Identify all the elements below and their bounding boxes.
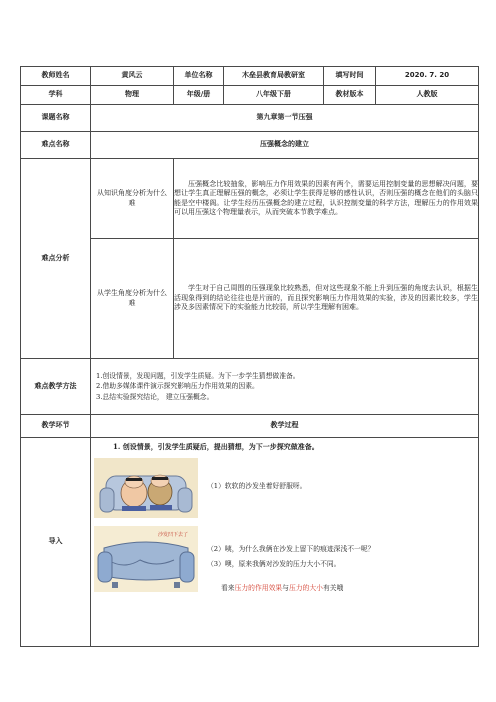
sofa-caption-text: 沙发凹下去了 <box>158 532 189 538</box>
method-item: 3.总结实验探究结论， 建立压强概念。 <box>96 392 214 401</box>
sofa-dent-image <box>94 526 198 592</box>
edition-value: 人教版 <box>376 86 479 105</box>
header-row-1 <box>21 67 479 86</box>
intro-line-3: （3）噢，原来我俩对沙发的压力大小不同。 <box>207 560 341 568</box>
method-item: 2.借助多媒体课件演示探究影响压力作用效果的因素。 <box>96 382 259 391</box>
conclusion-highlight-1: 压力的作用效果 <box>234 584 283 592</box>
student-angle-text: 学生对于自己周围的压强现象比较熟悉，但对这些现象不能上升到压强的角度去认识，根据生活现象得到的结论往往也是片面的，而且探究影响压力作用效果的实验，涉及的因素比较多，学生涉及多因素情况下的实验能力比较弱，所以学生理解有困难。 <box>174 239 479 359</box>
grade-label: 年级/册 <box>174 86 224 105</box>
conclusion-mid: 与 <box>282 584 289 592</box>
student-angle-label: 从学生角度分析为什么难 <box>91 239 174 359</box>
course-row <box>21 105 479 132</box>
conclusion-prefix: 看来 <box>221 584 235 592</box>
step-label: 教学环节 <box>21 415 91 438</box>
methods-list <box>91 359 479 415</box>
course-name-label: 课题名称 <box>21 105 91 132</box>
intro-label: 导入 <box>21 438 91 647</box>
intro-title: 1. 创设情景，引发学生质疑后，提出猜想，为下一步探究做准备。 <box>113 442 319 451</box>
header-row-2 <box>21 86 479 105</box>
unit-label: 单位名称 <box>174 67 224 86</box>
date-label: 填写时间 <box>324 67 376 86</box>
knowledge-row <box>21 159 479 239</box>
methods-label: 难点教学方法 <box>21 359 91 415</box>
difficulty-name-label: 难点名称 <box>21 132 91 159</box>
sofa-cartoon-image <box>94 458 198 518</box>
sofa-illustration-2 <box>94 526 198 592</box>
analysis-label: 难点分析 <box>21 159 91 359</box>
intro-content <box>91 438 479 647</box>
intro-row <box>21 438 479 647</box>
knowledge-angle-text: 压强概念比较抽象，影响压力作用效果的因素有两个，需要运用控制变量的思想解决问题，要想让学生真正理解压强的概念，必须让学生获得足够的感性认识，否则压强的概念在他们的头脑只能是空中楼阁。让学生经历压强概念的建立过程，认识控制变量的科学方法，理解压力的作用效果可以用压强这个物理量表示，从而突破本节教学难点。 <box>174 159 479 239</box>
sofa-illustration-1 <box>94 458 198 518</box>
method-item: 1.创设情景，发现问题，引发学生质疑。为下一步学生猜想做准备。 <box>96 372 300 381</box>
intro-line-1: （1）软软的沙发坐着好舒服呀。 <box>207 482 307 490</box>
grade-value: 八年级下册 <box>224 86 324 105</box>
conclusion-highlight-2: 压力的大小 <box>288 584 323 592</box>
process-header-row <box>21 415 479 438</box>
subject-value: 物理 <box>91 86 174 105</box>
difficulty-name-row <box>21 132 479 159</box>
teacher-label: 教师姓名 <box>21 67 91 86</box>
conclusion-suffix: 有关哦 <box>322 584 344 592</box>
edition-label: 教材版本 <box>324 86 376 105</box>
teacher-name: 黄风云 <box>91 67 174 86</box>
subject-label: 学科 <box>21 86 91 105</box>
difficulty-name-value: 压强概念的建立 <box>91 132 479 159</box>
lesson-plan-table <box>20 66 479 647</box>
date-value: 2020. 7. 20 <box>376 67 479 86</box>
intro-conclusion <box>221 584 343 593</box>
intro-line-2: （2）咦，为什么我俩在沙发上留下的痕迹深浅不一呢？ <box>207 545 375 553</box>
course-name-value: 第九章第一节压强 <box>91 105 479 132</box>
knowledge-angle-label: 从知识角度分析为什么难 <box>91 159 174 239</box>
methods-row <box>21 359 479 415</box>
unit-name: 木垒县教育局教研室 <box>224 67 324 86</box>
process-label: 教学过程 <box>91 415 479 438</box>
